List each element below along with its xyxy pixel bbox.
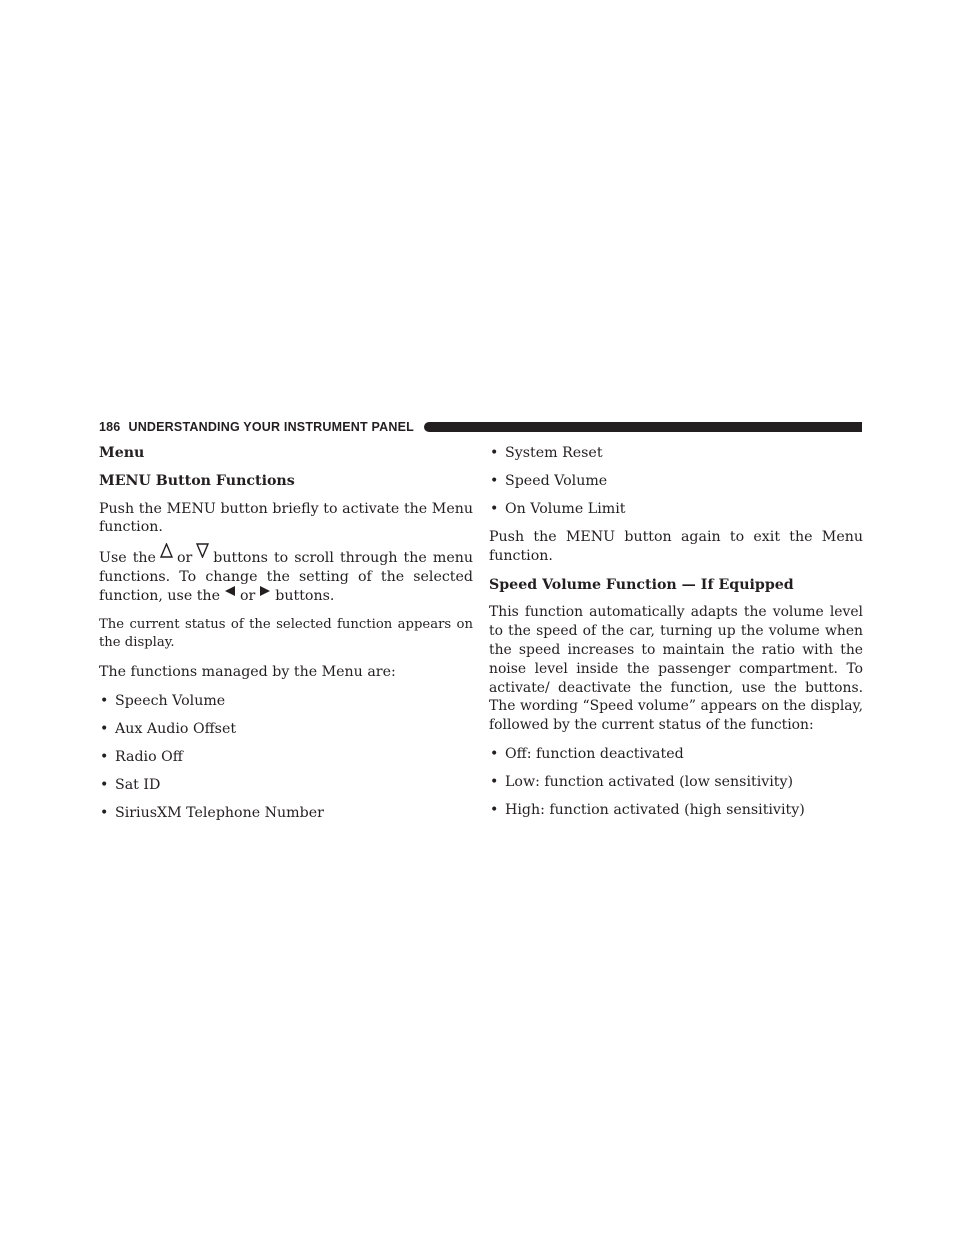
left-column — [99, 444, 473, 832]
list-item: • Aux Audio Offset — [99, 720, 473, 739]
paragraph-scroll-instructions — [99, 547, 473, 605]
list-item: • System Reset — [489, 444, 863, 463]
list-item: • SiriusXM Telephone Number — [99, 804, 473, 823]
list-item: • Speed Volume — [489, 472, 863, 491]
list-item: • Off: function deactivated — [489, 745, 863, 764]
text-or: or — [176, 550, 193, 567]
arrow-right-icon — [259, 585, 271, 597]
paragraph-functions-managed: The functions managed by the Menu are: — [99, 664, 396, 681]
text-or: or — [239, 587, 256, 604]
list-item: • Radio Off — [99, 748, 473, 767]
heading-menu: Menu — [99, 445, 145, 461]
page-header — [99, 418, 862, 436]
paragraph-speed-volume: This function automatically adapts the volume level to the speed of the car, turning up the volume when the speed increases to maintain the ratio with the noise level inside the passenger compartment. To activate/ deactivate the function, use the buttons. The wording “Speed volume” appears on the display, followed by the current status of the function: — [489, 604, 863, 734]
paragraph-current-status: The current status of the selected function appears on the display. — [99, 616, 473, 651]
list-item: • Speech Volume — [99, 692, 473, 711]
speed-volume-options-list — [489, 745, 863, 820]
heading-speed-volume-function: Speed Volume Function — If Equipped — [489, 576, 794, 593]
menu-functions-list — [99, 692, 473, 823]
paragraph-exit-menu: Push the MENU button again to exit the Menu function. — [489, 528, 863, 564]
list-item: • High: function activated (high sensitivity) — [489, 801, 863, 820]
header-rule — [424, 422, 862, 432]
list-item: • Low: function activated (low sensitivity) — [489, 773, 863, 792]
list-item: • Sat ID — [99, 776, 473, 795]
arrow-left-icon — [224, 585, 236, 597]
page-number: 186 — [99, 420, 121, 434]
text-use-the: Use the — [99, 550, 156, 567]
paragraph-activate-menu: Push the MENU button briefly to activate the Menu function. — [99, 500, 473, 536]
heading-menu-button-functions: MENU Button Functions — [99, 472, 295, 489]
text-scroll-change-setting: buttons to scroll through the menu functions. To change the setting of the selected function, use the — [99, 550, 473, 604]
menu-functions-list-continued — [489, 444, 863, 519]
triangle-down-outline-icon — [196, 543, 209, 558]
text-buttons: buttons. — [275, 587, 335, 604]
section-title: UNDERSTANDING YOUR INSTRUMENT PANEL — [128, 420, 414, 434]
list-item: • On Volume Limit — [489, 500, 863, 519]
triangle-up-outline-icon — [160, 543, 173, 558]
right-column — [489, 444, 863, 829]
